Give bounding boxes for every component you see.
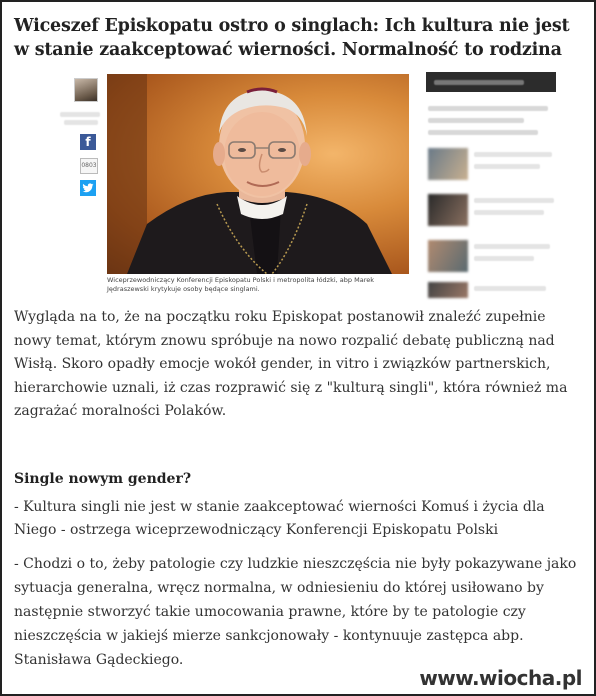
share-count: 0803	[80, 158, 98, 174]
sidebar-item[interactable]	[426, 192, 556, 228]
article-intro: Wygląda na to, że na początku roku Episkopat postanowił znaleźć zupełnie nowy temat, którym znowu spróbuje na nowo rozpalić debatę publiczną nad Wisłą. Skoro opadły emocje wokół gender, in vitro i związków partnerskich, hierarchowie uznali, iż czas rozprawić się z "kulturą singli", która również ma zagrażać moralności Polaków.	[14, 309, 568, 419]
article-paragraph: - Chodzi o to, żeby patologie czy ludzkie nieszczęścia nie były pokazywane jako sytuacja generalna, wręcz normalna, w odniesieniu do której usiłowano by następnie stworzyć takie umocowania prawne, które by te patologie czy nieszczęścia w jakiejś mierze sankcjonowały - kontynuuje zastępca abp. Stanisława Gądeckiego.	[14, 556, 577, 668]
author-name-blurred	[60, 112, 100, 117]
author-avatar[interactable]	[74, 78, 98, 102]
twitter-share-button[interactable]	[80, 180, 96, 196]
bishop-portrait-illustration	[107, 74, 409, 274]
sidebar-thumbnail	[428, 194, 468, 226]
sidebar-thumbnail	[428, 282, 468, 298]
twitter-icon	[82, 182, 94, 194]
sidebar-thumbnail	[428, 240, 468, 272]
article-headline[interactable]: Wiceszef Episkopatu ostro o singlach: Ich kultura nie jest w stanie zaakceptować wierności. Normalność to rodzina	[14, 16, 570, 60]
sidebar-item[interactable]	[426, 238, 556, 274]
sidebar-item[interactable]	[426, 102, 556, 138]
site-watermark: www.wiocha.pl	[419, 666, 582, 690]
publish-date-blurred	[64, 120, 98, 125]
sidebar-thumbnail	[428, 148, 468, 180]
article-paragraph: - Kultura singli nie jest w stanie zaakceptować wierności Komuś i życia dla Niego - ostrzega wiceprzewodniczący Konferencji Episkopatu Polski	[14, 499, 545, 538]
sidebar-item[interactable]	[426, 280, 556, 298]
facebook-share-button[interactable]	[80, 134, 96, 150]
photo-caption: Wiceprzewodniczący Konferencji Episkopatu Polski i metropolita łódzki, abp Marek Jędraszewski krytykuje osoby będące singlami.	[107, 276, 374, 293]
article-subheading: Single nowym gender?	[14, 471, 192, 487]
article-photo[interactable]	[107, 74, 409, 274]
related-articles-sidebar	[426, 72, 556, 298]
sidebar-item[interactable]	[426, 146, 556, 182]
sidebar-header	[426, 72, 556, 92]
facebook-icon: f	[85, 135, 91, 149]
